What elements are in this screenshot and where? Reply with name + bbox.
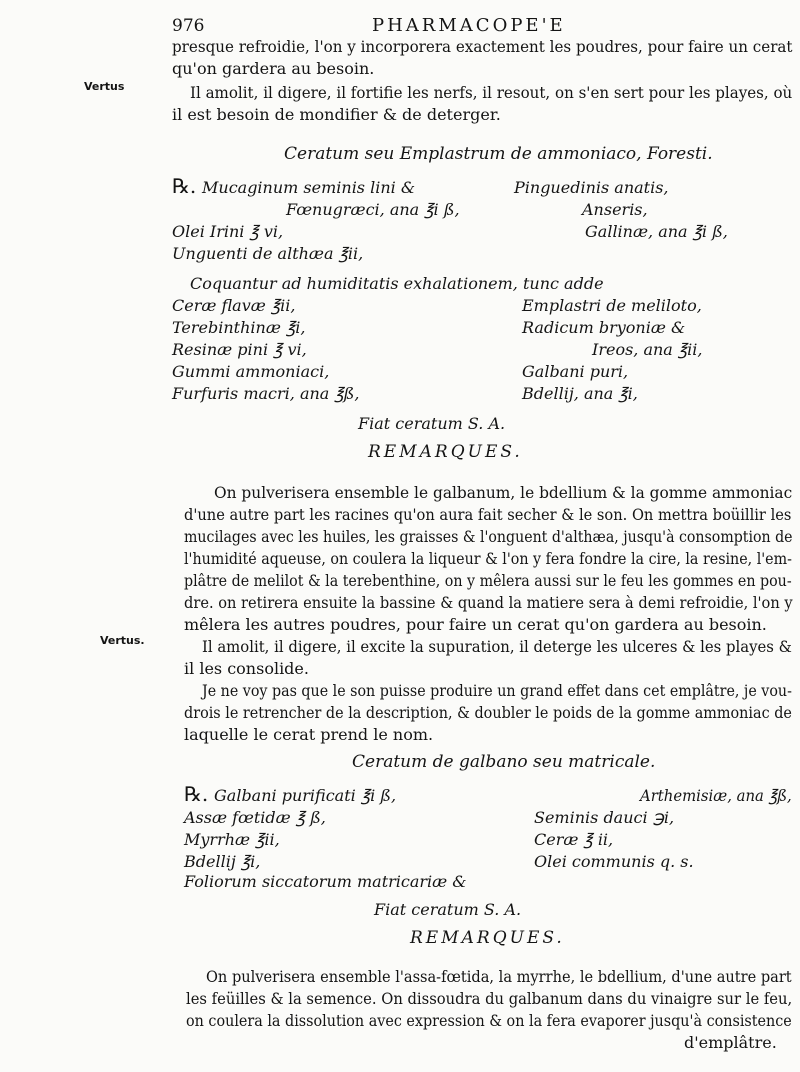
ingredient-line: Terebinthinæ ℥i, <box>172 318 306 337</box>
ingredient-line: Gallinæ, ana ℥i ß, <box>585 222 728 241</box>
recipe-title: Ceratum seu Emplastrum de ammoniaco, Foresti. <box>284 144 713 164</box>
ingredient-line: Unguenti de althæa ℥ii, <box>172 244 364 263</box>
remarques-comment-line: drois le retrencher de la description, & doubler le poids de la gomme ammoniac de <box>184 703 792 722</box>
remarques-line: On pulverisera ensemble le galbanum, le bdellium & la gomme ammoniac <box>214 483 793 502</box>
running-title: PHARMACOPE'E <box>372 15 566 36</box>
ingredient-line: Resinæ pini ℥ vi, <box>172 340 307 359</box>
intro-vertus-line: Il amolit, il digere, il fortifie les nerfs, il resout, on s'en sert pour les playes, où <box>190 83 793 102</box>
ingredient-line: Fœnugræci, ana ℥i ß, <box>286 200 460 219</box>
ingredient-line: Assæ fœtidæ ℥ ß, <box>184 808 326 827</box>
remarques-line: mucilages avec les huiles, les graisses & l'onguent d'althæa, jusqu'à consomption de <box>184 527 793 546</box>
remarques-line: d'emplâtre. <box>684 1033 777 1052</box>
intro-line: presque refroidie, l'on y incorporera exactement les poudres, pour faire un cerat <box>172 37 793 56</box>
margin-note-vertus: Vertus <box>84 80 125 93</box>
ingredient-line: Pinguedinis anatis, <box>514 178 669 197</box>
recipe-symbol-icon: ℞. <box>184 782 209 806</box>
ingredient-line: Ireos, ana ℥ii, <box>592 340 703 359</box>
remarques-line: les feüilles & la semence. On dissoudra du galbanum dans du vinaigre sur le feu, <box>186 989 793 1008</box>
ingredient-line: Arthemisiæ, ana ℥ß, <box>640 786 792 805</box>
remarques-comment-line: laquelle le cerat prend le nom. <box>184 725 434 744</box>
intro-vertus-line: il est besoin de mondifier & de deterger. <box>172 105 501 124</box>
ingredient-line: Furfuris macri, ana ℥ß, <box>172 384 360 403</box>
remarques-vertus-line: il les consolide. <box>184 659 309 678</box>
recipe-closing: Fiat ceratum S. A. <box>374 900 522 919</box>
remarques-line: mêlera les autres poudres, pour faire un cerat qu'on gardera au besoin. <box>184 615 767 634</box>
page-number: 976 <box>172 16 205 36</box>
recipe-instruction: Coquantur ad humiditatis exhalationem, tunc adde <box>190 274 604 293</box>
remarques-heading: REMARQUES. <box>410 928 565 948</box>
ingredient-line: Olei Irini ℥ vi, <box>172 222 284 241</box>
ingredient-line: Myrrhæ ℥ii, <box>184 830 280 849</box>
remarques-line: on coulera la dissolution avec expression & on la fera evaporer jusqu'à consistence <box>186 1011 792 1030</box>
ingredient-line: Emplastri de meliloto, <box>522 296 702 315</box>
remarques-comment-line: Je ne voy pas que le son puisse produire un grand effet dans cet emplâtre, je vou- <box>202 681 792 700</box>
ingredient-line: Mucaginum seminis lini & <box>202 178 416 197</box>
recipe-closing: Fiat ceratum S. A. <box>358 414 506 433</box>
ingredient-line: Bdellij, ana ℥i, <box>522 384 638 403</box>
intro-line: qu'on gardera au besoin. <box>172 59 375 78</box>
remarques-line: On pulverisera ensemble l'assa-fœtida, la myrrhe, le bdellium, d'une autre part <box>206 967 792 986</box>
ingredient-line: Seminis dauci ℈i, <box>534 808 675 827</box>
recipe-title: Ceratum de galbano seu matricale. <box>352 752 656 772</box>
ingredient-line: Galbani purificati ℥i ß, <box>214 786 397 805</box>
remarques-vertus-line: Il amolit, il digere, il excite la supuration, il deterge les ulceres & les playes & <box>202 637 792 656</box>
margin-note-vertus: Vertus. <box>100 634 145 647</box>
ingredient-line: Gummi ammoniaci, <box>172 362 330 381</box>
recipe-symbol-icon: ℞. <box>172 174 197 198</box>
ingredient-line: Ceræ ℥ ii, <box>534 830 614 849</box>
ingredient-line: Bdellij ℥i, <box>184 852 261 871</box>
ingredient-line: Foliorum siccatorum matricariæ & <box>184 872 467 891</box>
remarques-line: plâtre de melilot & la terebenthine, on y mêlera aussi sur le feu les gommes en pou- <box>184 571 792 590</box>
remarques-line: l'humidité aqueuse, on coulera la liqueur & l'on y fera fondre la cire, la resine, l'em- <box>184 549 792 568</box>
ingredient-line: Radicum bryoniæ & <box>522 318 686 337</box>
ingredient-line: Olei communis q. s. <box>534 852 694 871</box>
ingredient-line: Galbani puri, <box>522 362 629 381</box>
remarques-line: dre. on retirera ensuite la bassine & quand la matiere sera à demi refroidie, l'on y <box>184 593 793 612</box>
remarques-line: d'une autre part les racines qu'on aura fait secher & le son. On mettra boüillir les <box>184 505 792 524</box>
ingredient-line: Ceræ flavæ ℥ii, <box>172 296 296 315</box>
ingredient-line: Anseris, <box>582 200 648 219</box>
remarques-heading: REMARQUES. <box>368 442 523 462</box>
